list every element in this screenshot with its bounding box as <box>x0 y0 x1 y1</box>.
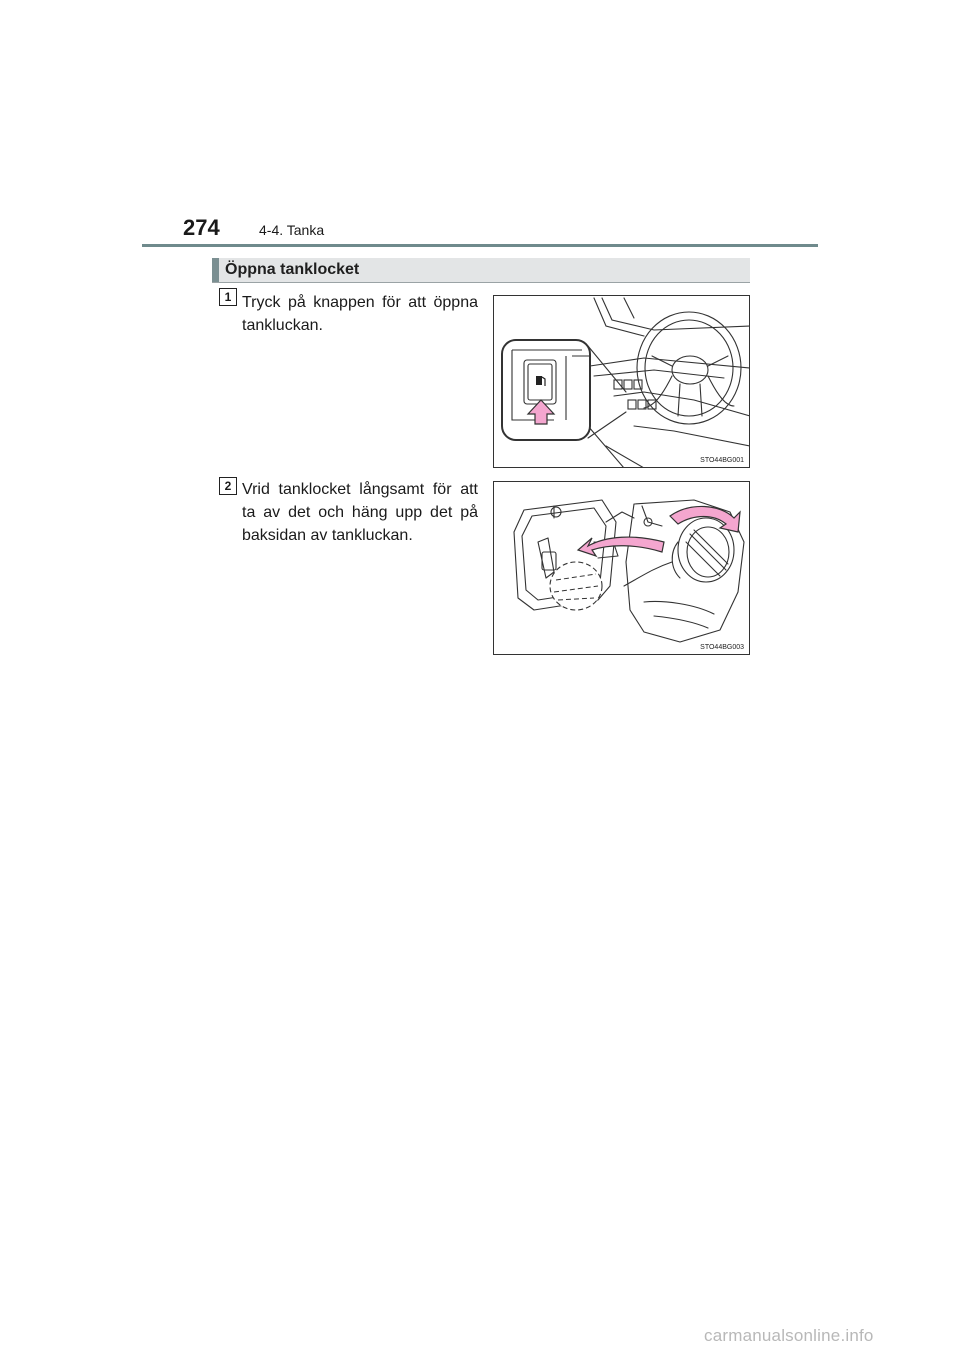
fuel-cap-removal-illustration <box>494 482 750 655</box>
title-accent-bar <box>212 258 219 282</box>
step-number-1: 1 <box>219 288 237 306</box>
watermark: carmanualsonline.info <box>704 1326 874 1345</box>
section-title: 4-4. Tanka <box>259 222 325 238</box>
hung-cap-dashed <box>550 562 602 610</box>
figure-code-1: STO44BG001 <box>700 457 744 464</box>
fuel-door-button-illustration <box>494 296 750 468</box>
step-2-text: Vrid tanklocket långsamt för att ta av det och häng upp det på baksidan av tankluckan. <box>242 481 478 544</box>
header-rule <box>142 244 818 247</box>
subsection-title-bar <box>212 258 750 283</box>
page-number: 274 <box>183 215 220 240</box>
rotate-arrow-icon <box>670 506 740 532</box>
step-1-text: Tryck på knappen för att öppna tankluckan. <box>242 294 478 334</box>
move-arrow-icon <box>578 537 664 556</box>
subsection-title: Öppna tanklocket <box>225 261 360 278</box>
figure-fuel-door-button <box>493 295 750 468</box>
figure-remove-fuel-cap <box>493 481 750 655</box>
figure-code-2: STO44BG003 <box>700 644 744 651</box>
step-number-2: 2 <box>219 477 237 495</box>
